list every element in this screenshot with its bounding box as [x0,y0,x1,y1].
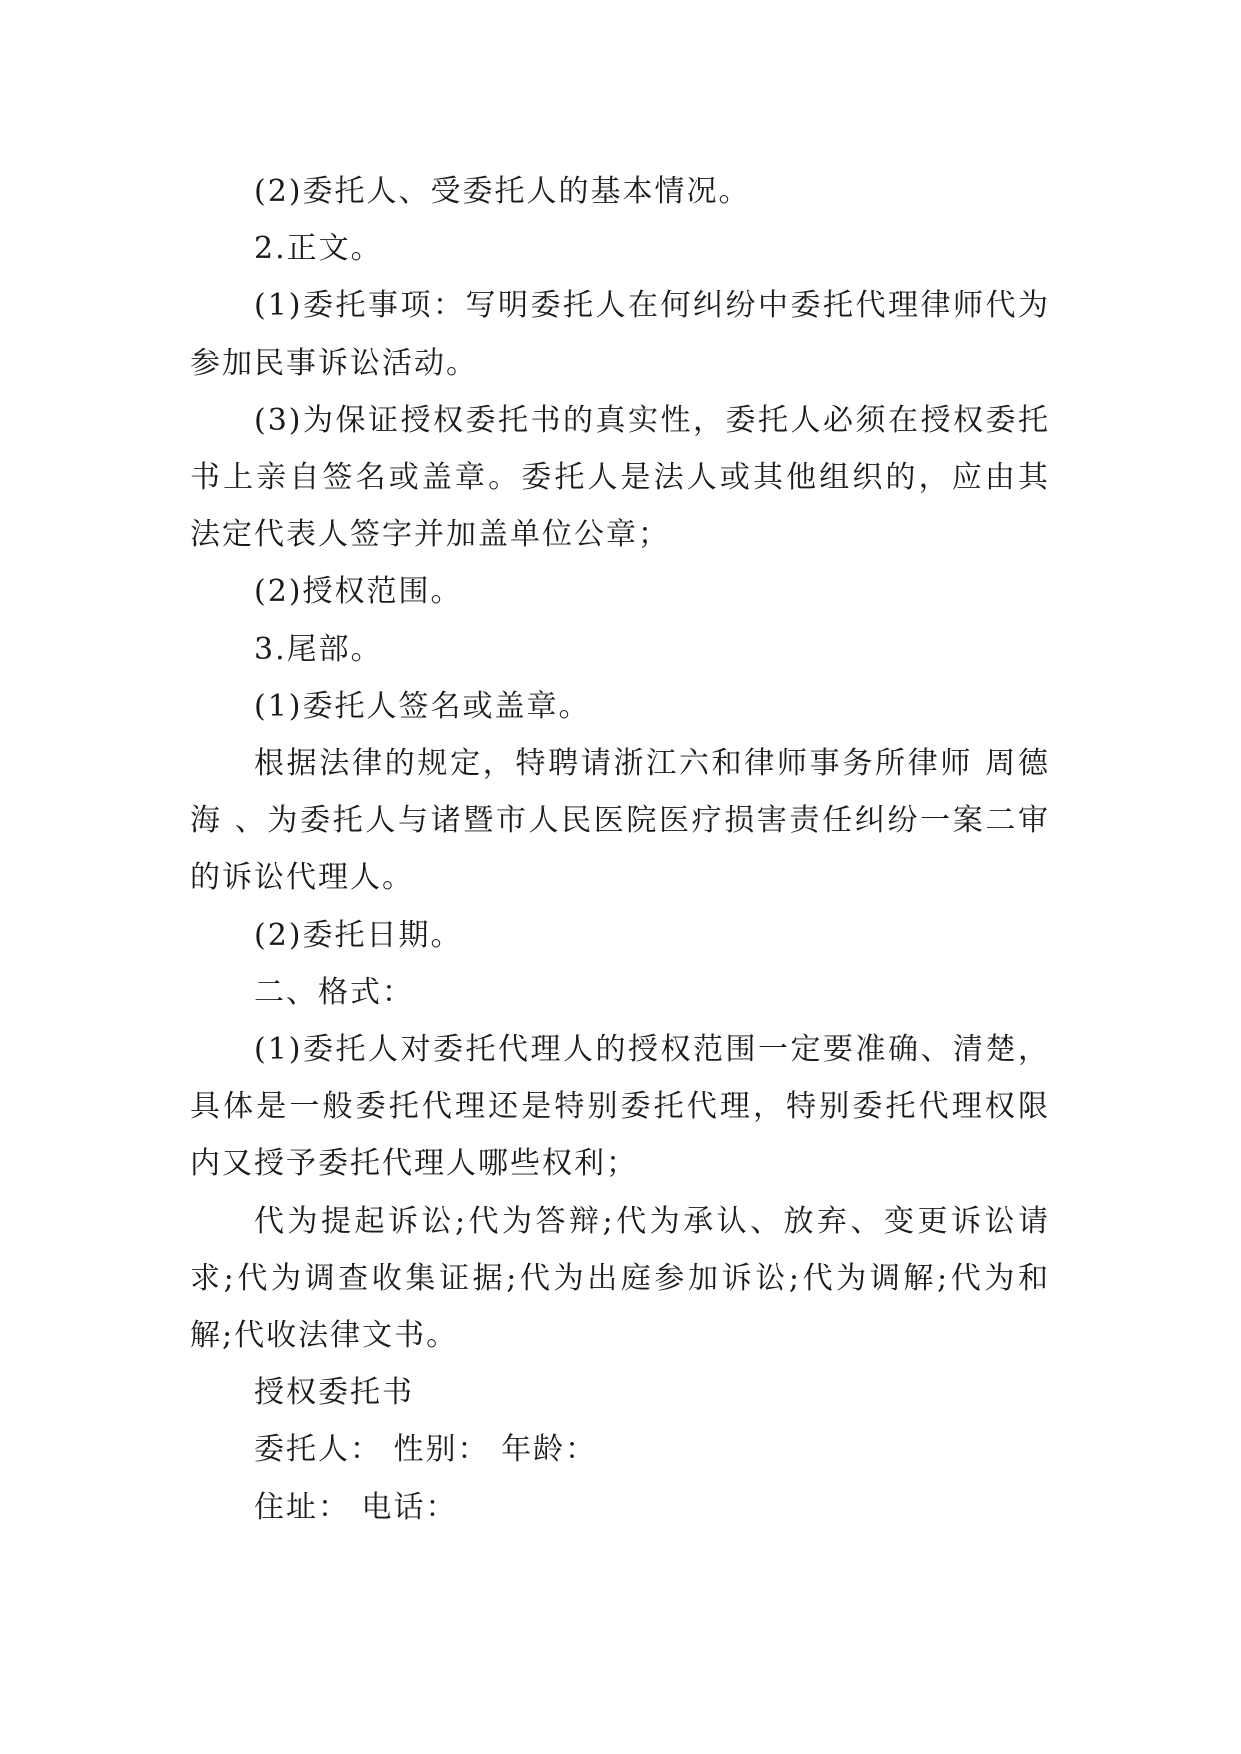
paragraph: 根据法律的规定，特聘请浙江六和律师事务所律师 周德海 、为委托人与诸暨市人民医院医疗损害责任纠纷一案二审的诉讼代理人。 [190,746,1050,896]
paragraph: (2)授权范围。 [254,574,463,610]
paragraph: 代为提起诉讼;代为答辩;代为承认、放弃、变更诉讼请求;代为调查收集证据;代为出庭参加诉讼;代为调解;代为和解;代收法律文书。 [190,1203,1050,1354]
paragraph: 3.尾部。 [254,631,383,667]
document-body [190,163,1050,1536]
paragraph: (3)为保证授权委托书的真实性，委托人必须在授权委托书上亲自签名或盖章。委托人是法人或其他组织的，应由其法定代表人签字并加盖单位公章； [190,402,1050,553]
paragraph: (2)委托人、受委托人的基本情况。 [254,174,751,209]
form-title: 授权委托书 [254,1375,414,1411]
paragraph: (1)委托人对委托代理人的授权范围一定要准确、清楚，具体是一般委托代理还是特别委托代理，特别委托代理权限内又授予委托代理人哪些权利； [190,1032,1050,1182]
form-field-line: 住址： 电话： [254,1489,458,1525]
paragraph: (1)委托事项：写明委托人在何纠纷中委托代理律师代为参加民事诉讼活动。 [190,288,1050,381]
form-field-line: 委托人： 性别： 年龄： [254,1432,598,1468]
paragraph: 2.正文。 [254,231,383,267]
paragraph: (1)委托人签名或盖章。 [254,688,591,724]
section-heading: 二、格式： [254,974,414,1010]
paragraph: (2)委托日期。 [254,917,463,953]
